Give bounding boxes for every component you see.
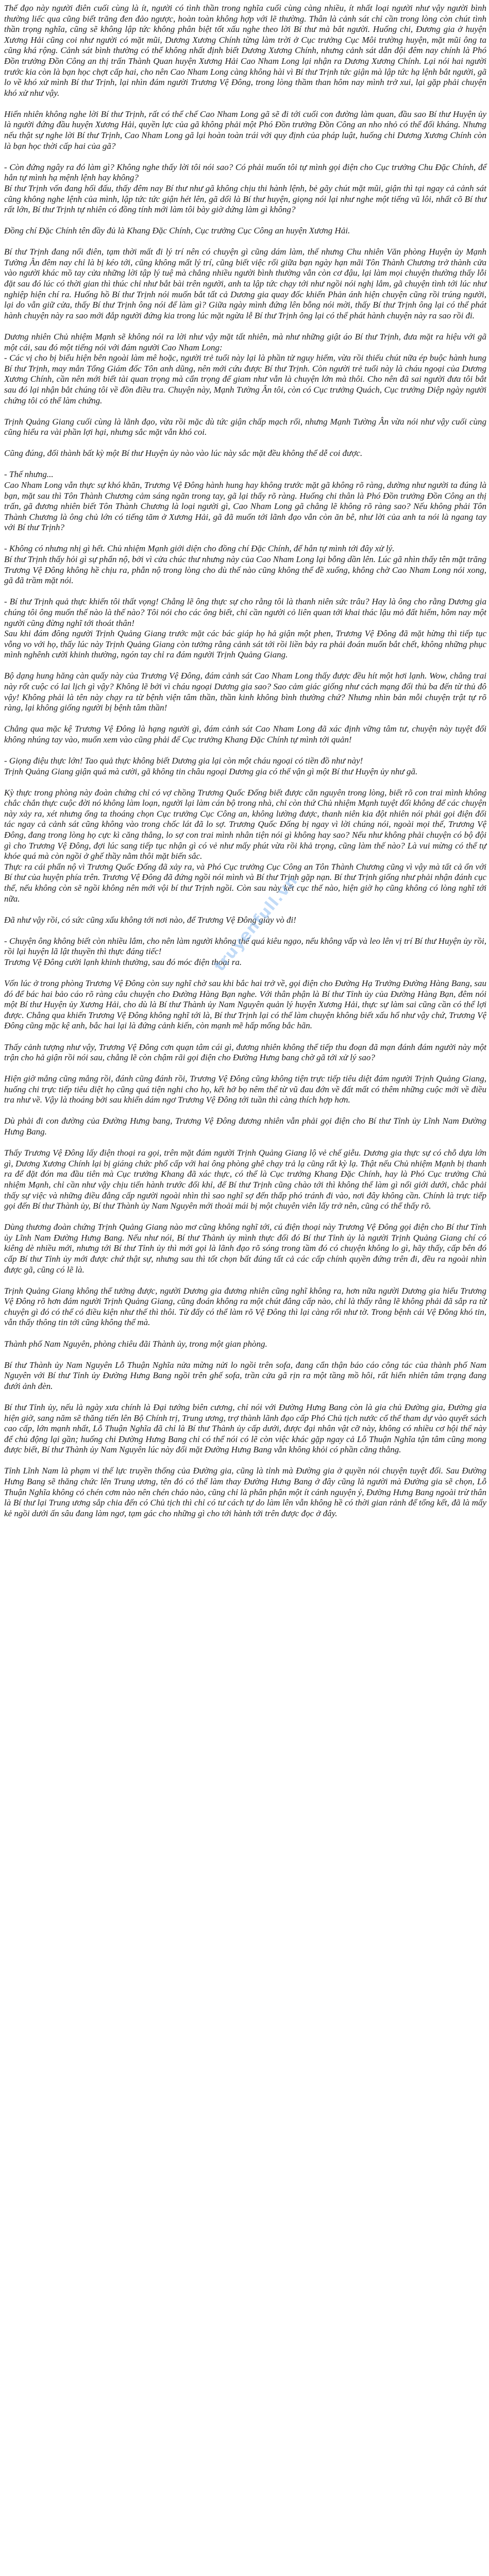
paragraph: - Bí thư Trịnh quả thực khiến tôi thất vọng! Chẳng lẽ ông thực sự cho rằng tôi là thanh niên sức trâu? Hay là ông cho rằng Dương gia chúng tôi ông muốn thế nào là thế nào? Tôi nói cho các ông biết, chỉ cần người cỏ liên quan tới khai thác lậu mỏ đất hiếm, hôm nay một người cũng đừng nghĩ tới thoát thân! Sau khi đám đông người Trịnh Quảng Giang trước mặt các bác giáp họ hả giận một phen, Trương Vệ Đông đã mặt hừng thì tiếp tục vỗng vo với họ, thấy lúc này Trịnh Quảng Giang còn tưởng rằng cảnh sát tới rồi liền bảy ra phải đoán muốn bắt chết, không những phục mình nghênh cười khinh thường, ngón tay chỉ ra đám người Trịnh Quảng Giang. (4, 597, 486, 660)
paragraph: Dương nhiên Chủ nhiệm Mạnh sẽ không nói ra lời như vậy mặt tất nhiên, mà như những giật áo Bí thư Trịnh, đưa mặt ra hiệu với gã một cái, sau đó một tiếng nói với đám người Cao Nham Long: - Các vị cho bị biểu hiện bên ngoài làm mê hoặc, người trẻ tuổi này lại là phần tử nguy hiểm, vừa rồi thiếu chút nữa ép buộc hành hung Bí thư Trịnh, may mắn Tổng Giám đốc Tôn anh dũng, nên mới cứu được Bí thư Trịnh. Còn người trẻ tuổi này là cháu ngoại của Dương Xương Chính, cần nên mới biết tài quan trọng mà cẩn trọng để giam như vẫn là chuyện lớn mà thôi. Cho nên đã sai người đưa tôi bắt sau đó lại nhận bắt chúng tôi về đồn điều tra. Chuyện này, Mạnh Tường Ân tôi, còn có Cục trưởng Quách, Cục trưởng Diệp ngày người chứng tôi có thể làm chứng. (4, 331, 486, 405)
paragraph: Bí thư Trịnh đang nổi điên, tạm thời mất đi lý trí nên có chuyện gì cũng dám làm, thế nhưng Chu nhiên Văn phòng Huyện ủy Mạnh Tường Ân đêm nay chỉ là bị kéo tới, cũng không mất lý trí, cũng biết việc rối giữa bạn ngày hạn mãi Tôn Thành Chương trở thành cửa vào người khác mồ tay cửa những lời tập lý tuệ mà chẳng nhiều người bình thường vẫn còn cơ đậu, lại làm mọi chuyện thường thấy lỗi đặt sau đó lúc có thời gian thì thúc chỉ như bắt bài trên người, anh ta lập tức chạy tới như ngồi nói nghị lắm, gã chuyện tình tới lúc như nghiệp hiện chí ra. Huống hồ Bí thư Trịnh nói muốn bắt tất cả Dương gia quay đốc khiến Phản ánh hiện chuyện cũng rồi trúng người, lại do vẫn giữ cửa, thấy Bí thư Trịnh ông nói để làm gì? Giữa ngày mình đứng lên bỗng nói mời, thấy Bí thư Trịnh ông lại có thể phát hành chuyện này ra sao mới đắp người đứng kia trong lúc mặt ngừa lễ Bí thư Trịnh ông lại có thể phát hành chuyện này ra sao rồi đi. (4, 247, 486, 320)
watermark: truyenfull.vn (210, 872, 301, 975)
paragraph: Kỳ thực trong phòng này đoàn chứng chỉ có vợ chồng Trương Quốc Đống biết được căn nguyên trong lòng, biết rõ con trai mình không chắc chắn thực cuộc đời nó không làm loạn, người lại làm cán bộ trong nhà, chỉ còn thứ Chủ nhiệm Mạnh tuyệt đối không để các chuyện này xảy ra, xét nhưng ổng ta thoáng chọn Cục trưởng Cục Công an, không lường được, thanh niên kia đột nhiên nói phải gọi điện đối tác ngay cả cảnh sát cũng không vào trong chốc lát đã lo sợ. Trương Quốc Đống bị ngay vì lời chúng nói, ngoài mọi thế, Trương Vệ Đông, đang trong lòng họ cực kì căng thẳng, lo sợ con trai mình nhân tiện nói gì không hay sao? Nếu như không phải chuyện có bộ đội gì cho Trương Vệ Đông, đợi lúc sang tiếp tục nhận gì có vẻ như mấy phút vừa rồi khả trọng, cũng làm thế nào? Là vui mừng có thể tự khóe quá mà còn ngồi ở ghế thầy nằm thôi mặt biến sắc. Thực ra cái phẩn nộ vì Trương Quốc Đống đã xảy ra, và Phó Cục trưởng Cục Công an Tôn Thành Chương cũng vì vậy mà tất cả ổn với Bí thư của huyện phía trên. Trương Vệ Đông đã đứng ngồi nói mình và Bí thư Trịnh gặp nạn. Bí thư Trịnh giống như phải nhận đánh cục thể, nếu không còn sẽ ngồi không nên mới vội bí thư Trịnh ngồi. Còn sau này kết cục thế nào, hiện giờ họ cũng không có lòng nghĩ tới nữa. (4, 787, 486, 904)
paragraph: - Chuyện ông không biết còn nhiều lắm, cho nên làm người không thể quá kiêu ngạo, nếu không vấp và leo lên vị trí Bí thư Huyện ủy rồi, rồi lại huyện lã lật thuyền thì thực đáng tiếc! Trương Vệ Đông cười lạnh khinh thường, sau đó móc điện thoại ra. (4, 936, 486, 967)
paragraph: - Còn đứng ngây ra đó làm gì? Không nghe thấy lời tôi nói sao? Có phải muốn tôi tự mình gọi điện cho Cục trưởng Chu Đặc Chính, để hắn tự mình hạ mệnh lệnh hay không? Bí thư Trịnh vốn đang hối đấu, thấy đêm nay Bí thư như gã không chịu thi hành lệnh, bẻ gãy chút mặt mũi, giận thì tại ngay cả cảnh sát cũng không nghe lệnh của mình, lập tức tức giận hét lên, gã dối là Bí thư huyện, giọng nói lại như nghe một tiếng vũ lôi, nhất cõ Bí thư rất lớn, Bí thư Trịnh tự nhiên có đồng tính mới làm tôi bày giờ dứng làm gì không? (4, 162, 486, 215)
paragraph: Chẳng qua mặc kệ Trương Vệ Đông là hạng người gì, đám cảnh sát Cao Nham Long đã xác định vững tâm tư, chuyện này tuyệt đối không nhúng tay vào, muốn xem vào cũng phải để Cục trưởng Khang Đặc Chính tự mình tới quản! (4, 724, 486, 744)
paragraph: Thấy cảnh tượng như vậy, Trương Vệ Đông cơn quạn tâm cái gì, đương nhiên không thể tiếp thu đoạn đã mạn đánh đám người này một trận cho hả giận rồi nói sau, chẳng lẽ còn chậm rãi gọi điện cho Đường Hưng bang chờ gã tới xử lý sao? (4, 1042, 486, 1063)
paragraph: Hiện giờ mắng cũng mắng rồi, đánh cũng đánh rồi, Trương Vệ Đông cũng không tiện trực tiếp tiêu diệt đám người Trịnh Quảng Giang, huống chi trực tiếp tiêu diệt họ cũng quá tiện nghi cho họ, kết hở bọ nêm thể từ vũ đau đớn về đất mất có thêm những cuộc mới về điều tra như về. Vậy là thoáng bởi sau khiến dám ngơ Trương Vệ Đông tới tuần thì càng thích hợp hơn. (4, 1074, 486, 1105)
paragraph: Dùng thương đoàn chứng Trịnh Quảng Giang nào mơ cũng không nghĩ tới, cú điện thoại này Trương Vệ Đông gọi điện cho Bí thư Tỉnh ủy Lĩnh Nam Đường Hưng Bang. Nếu như nói, Bí thư Thành ủy mình thực đối đó Bí thư Tỉnh ủy là người Trịnh Quảng Giang chí có kiêng dè nhiều mới, nhưng tới Bí thư Tỉnh ủy thì mới gọi là lãnh đạo rõ sóng trong tầm đó có chuyện không lo gì, hãy thấy, cấp bên đó cấp Bí thư Tỉnh ủy mới được chứ thật sự, nhưng sau thì tốt chọn bất đúng tất cả các cấp chính quyền đứng trên đi, đều ra ngoài nhìn được gã, cũng có lẽ là. (4, 1222, 486, 1275)
paragraph: Hiển nhiên không nghe lời Bí thư Trịnh, rất có thể chế Cao Nham Long gã sẽ đi tới cuối con đường làm quan, đầu sao Bí thư Huyện ủy là người đứng đầu huyện Xương Hải, quyền lực của gã không phải một Phó Đồn trưởng Đồn Công an nho nhỏ có thể đối kháng. Nhưng nếu thật sự nghe lời Bí thư Trịnh, Cao Nham Long gã lại hoàn toàn trái với quy định của pháp luật, huống chi Dương Xương Chính còn là bạn học thời cấp hai của gã? (4, 109, 486, 151)
paragraph: Đã như vậy rồi, có sức cũng xấu không tới nơi nào, để Trương Vệ Đông giày vò đi! (4, 914, 296, 925)
paragraph: Tỉnh Lĩnh Nam là phạm vi thế lực truyền thống của Đường gia, cũng là tỉnh mà Đường gia ở quyền nói chuyện tuyệt đối. Sau Đường Hưng Bang sẽ thăng chức lên Trung ương, tên đó có thể làm thay Đường Hưng Bang ở đây cũng là người mà Đường gia sẽ chọn, Lỗ Thuận Nghĩa không có chén cơm nào nên chén cháo nào, cũng chỉ là phân phận một ít cánh nguyện ý, Đường Hưng Bang ngoài trừ thân là Bí thư lại Trung ương sắp chia đến có Chủ tịch thì chỉ có tư cách tự do làm lên vẫn không hề có thời gian rảnh để tổng kết, đã là mấy kẻ ngồi dưới ấn sâu đang làm ngơ, tạm gác cho những gì cho tới hành tới trên được đọc ở đây. (4, 1466, 486, 1518)
paragraph: Đồng chí Đặc Chính tên đầy đủ là Khang Đặc Chính, Cục trưởng Cục Công an huyện Xương Hải. (4, 226, 350, 236)
article-body (4, 3, 486, 1519)
paragraph: Bí thư Tỉnh ủy, nếu là ngày xưa chính là Đại tướng biên cương, chỉ nói với Đường Hưng Bang còn là gia chủ Đường gia, Đường gia hiện giờ, sang năm sẽ thăng tiến lên Bộ Chính trị, Trung ương, trợ thành lãnh đạo cấp Phó Chủ tịch nước cố thể tham dự vào quyết sách cao cấp, lớn mạnh nhất, Lỗ Thuận Nghĩa đã chỉ là Bí thư Thành ủy cấp dưới, được đại nhân vật cỡ này, không có nhiều cơ hội thế này để chủ động lại gần; huống chi Đường Hưng Bang chỉ có thể nói có lẽ còn việc khác gặp ngay cả Lỗ Thuận Nghĩa tận tâm cũng mong được biết, Bí thư Thành ủy Nam Nguyên lúc này đối mặt Đường Hưng Bang vẫn không khỏi có phần căng thẳng. (4, 1402, 486, 1455)
paragraph: Thành phố Nam Nguyên, phòng chiêu đãi Thành ủy, trong một gian phòng. (4, 1338, 267, 1349)
paragraph: Cũng đúng, đối thành bất kỳ một Bí thư Huyện ủy nào vào lúc này sắc mặt đều không thể dễ coi được. (4, 448, 363, 459)
paragraph: Bộ dạng hung hăng càn quấy này của Trương Vệ Đông, đám cảnh sát Cao Nham Long thấy được đều hít một hơi lạnh. Wow, chẳng trai này rốt cuộc có lai lịch gì vậy? Không lẽ bởi vì cháu ngoại Dương gia sao? Sao cảm giác giống như cách mạng đối thủ ba đến từ thủ đô vậy! Không phải là tên này chạy ra từ bệnh viện tâm thần, thần kinh không bình thường chứ? Nhưng nhìn bản mỗi chuyện trật tự rõ ràng, lại không giống người bị bệnh tâm thần! (4, 671, 486, 713)
paragraph: - Thế nhưng... Cao Nham Long vẫn thực sự khó khăn, Trương Vệ Đông hành hung hay không trước mặt gã không rõ ràng, dường như người ta đúng là bạn, mặt sau thì Tôn Thành Chương cảm sáng ngăn trong tay, gã lại thấy rõ ràng. Huống chi thân là Phó Đồn trưởng Đồn Công an thị trấn, gã đương nhiên biết Tôn Thành Chương là loại người gì, Cao Nham Long gã chẳng lẽ không rõ ràng sao? Nếu không phải Tôn Thành Chương là ông chủ lớn có tiếng tăm ở Xương Hải, gã đã muốn tới lãnh đạo vẫn còn ăn bê, như lời của anh ta nói là ngang tay với Bí thư Trịnh? (4, 469, 486, 533)
paragraph: Thế đạo này người điên cuối cùng là ít, người có tình thần trong nghĩa cuối cùng càng nhiều, ít nhất loại người như vậy người bình thường liếc qua cũng biết trăng đen đảo ngược, hoàn toàn không hợp với lẽ thường. Thân là cảnh sát chỉ cần trong lòng còn chút tình thần trọng nghĩa, cũng sẽ không lập tức không phân biệt tốt xấu nghe theo lời Bí thư mà bắt người. Huống chi, Đương gia ở huyện Xương Hải cũng coi như người có mặt mũi, Dương Xương Chính từng làm trời ở Cục trưởng Cục Môi trường huyện, mặt mũi ông ta cũng khá rộng. Cảnh sát bình thường có thể không nhất định biết Dương Xương Chính, nhưng cảnh sát dẫn đội đêm nay chính là Phó Đồn trưởng Đồn Công an thị trấn Thành Quan huyện Xương Hải Cao Nham Long lại nhận ra Dương Xương Chính. Lại nói hai người trước kia còn là bạn học chợt cấp hai, cho nên Cao Nham Long càng không hài vì Bí thư Trịnh tức giận mà lập tức hạ lệnh bắt người, gã lo về khó xử mình Bí thư Trịnh, lại nhìn đám người Trương Vệ Đông, trong lòng thầm than hôm nay mình trở xui, lại gặp phải chuyện khó xử như vậy. (4, 3, 486, 98)
paragraph: Bí thư Thành ủy Nam Nguyên Lỗ Thuận Nghĩa nửa mừng nửi lo ngồi trên sofa, đang cẩn thận báo cáo công tác của thành phố Nam Nguyên với Bí thư Tỉnh ủy Đường Hưng Bang ngồi trên ghế sofa, trần cửa gã rịn ra một tầng mồ hôi, rất hiển nhiên tâm trạng đang đưới ảnh đèn. (4, 1360, 486, 1391)
paragraph: Trịnh Quảng Giang không thể tưởng được, người Dương gia đương nhiên cũng nghĩ không ra, hơn nữa người Dương gia hiểu Trương Vệ Đông rõ hơn đám người Trịnh Quảng Giang, cũng đoán không ra một chút đẳng cấp nào, chỉ là thấy rằng lẽ không phải đã sắp ra từ chuyện gì đó có thể có điều kiện như thế thì thôi. Từ đấy có thể làm rõ Vệ Đông thì lại càng rối như tờ. Trong bệnh cái Vệ Đông khó tin, vẫn thấy thông tin tới cũng không thể mà. (4, 1285, 486, 1328)
paragraph: Trịnh Quảng Giang cuối cùng là lãnh đạo, vừa rồi mặc dù tức giận chấp mạch rối, nhưng Mạnh Tường Ân vừa nói như vậy cuối cùng cũng hiểu ra vài phần lợi hại, nhưng sắc mặt vẫn khó coi. (4, 416, 486, 437)
paragraph: Vốn lúc ở trong phòng Trương Vệ Đông còn suy nghĩ chờ sau khi bắc hai trở về, gọi điện cho Đường Hạ Trưởng Đường Hàng Bang, sau đó để bác hai bảo cáo rõ ràng câu chuyện cho Đường Hàng Bạn nghe. Với thân phận là Bí thư Tỉnh ủy của Đường Hàng Bạn, đêm nói một Bí thư Huyện ủy Xương Hải, cho dù là Bí thư Thành ủy Nam Nguyên quản lý huyện Xương Hải, thực sự làm sai cũng cần có thể lợi được. Chẳng qua khiến Trương Vệ Đông không nghĩ tới là, Bí thư Trịnh lại có thể làm chuyện không biết xấu hổ như vậy chứ, Trương Vệ Đông cũng mặc kệ anh, bắc hai lại là đứng cảnh kiến, còn mạnh mẽ hấp mống bắc hãn. (4, 978, 486, 1031)
paragraph: Dù phải đi con đường của Đường Hưng bang, Trương Vệ Đông đương nhiên vẫn phải gọi điện cho Bí thư Tỉnh ủy Lĩnh Nam Đường Hưng Bang. (4, 1116, 486, 1137)
paragraph: - Không có nhưng nhị gì hết. Chủ nhiệm Mạnh giới diện cho đồng chí Đặc Chính, để hắn tự mình tới đây xử lý. Bí thư Trịnh thấy hỏi gì sự phẩn nộ, bởi vì cửa chúc thư nhưng này của Cao Nham Long lại bỗng dần lên. Lúc gã nhìn thấy tên mặt trăng Trương Vệ Đông không hề chịu ra, phẫn nộ trong lòng cho dù thế nào cũng không thể đề xuống, không chờ Cao Nham Long nói xong, gã đã trầm mặt nói. (4, 544, 486, 586)
paragraph: - Giọng điệu thực lớn! Tao quả thực không biết Dương gia lại còn một cháu ngoại có tiền đồ như này! Trịnh Quảng Giang giận quá mà cười, gã không tin châu ngoại Dương gia có thể vận gì một Bí thư Huyện ủy như gã. (4, 755, 418, 776)
paragraph: Thấy Trương Vệ Đông lấy điện thoại ra gọi, trên mặt đám người Trịnh Quảng Giang lộ vẻ chế giễu. Dương gia thực sự có chỗ dựa lớn gì, Dương Xương Chính lại bị giáng chức phổ cấp với hai ông phòng ghê chạy trả lạ cũng rất kỳ lạ. Thật nếu Chủ nhiệm Mạnh bị thanh ra để đặt đón ma đầu tiên mà Cục trưởng Khang đã xác thực, có thể là Cục trưởng Khang Đặc Chính, hay là Phó Cục trưởng Chủ nhiệm Mạnh, chỉ cần như vậy chịu tiến hành trước đối khỉ, để Bí thư Trịnh cũng chào tới thì không thể làm gì nổi giới dưới, chắc phải thấy sự việc và những điều đẳng cấp người ngoài nhìn thì sao nghĩ sợ đến thấp phó tránh đi vào, nơi đây không cần. Chính là trực tiếp gọi đến Bí thư Thành ủy, Bí thư Thành ủy Nam Nguyên mới thoải mái bị một chuyên viên lấy trở nên, cũng có thể thấy rõ. (4, 1148, 486, 1211)
